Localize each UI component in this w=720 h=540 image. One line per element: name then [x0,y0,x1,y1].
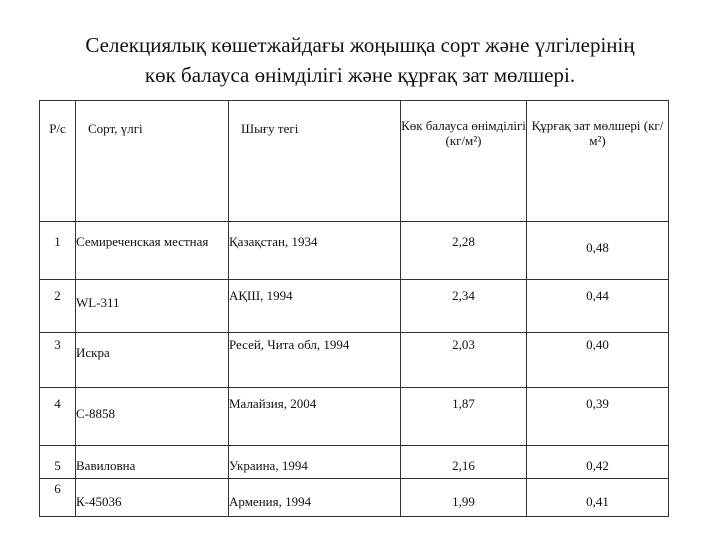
title-line-1: Селекциялық көшетжайдағы жоңышқа сорт және үлгілерінің [85,33,635,57]
cell-yield: 1,87 [401,388,527,446]
cell-yield: 2,34 [401,280,527,333]
cell-yield: 2,16 [401,446,527,479]
table-row [40,280,669,333]
cell-dry: 0,39 [527,388,669,446]
table-header-row [40,101,669,222]
slide-title [40,30,680,90]
cell-num: 4 [40,388,76,446]
cell-origin: Армения, 1994 [229,479,401,517]
table-row [40,333,669,388]
cell-origin: Малайзия, 2004 [229,388,401,446]
cell-num: 1 [40,222,76,280]
table-row [40,479,669,517]
cell-origin: Қазақстан, 1934 [229,222,401,280]
cell-sort: К-45036 [76,479,229,517]
cell-origin: Украина, 1994 [229,446,401,479]
cell-num: 3 [40,333,76,388]
cell-num: 6 [40,479,76,517]
header-num: Р/с [40,101,76,222]
cell-dry: 0,42 [527,446,669,479]
cell-sort: Вавиловна [76,446,229,479]
header-dry: Құрғақ зат мөлшері (кг/м²) [527,101,669,222]
cell-num: 2 [40,280,76,333]
table-row [40,388,669,446]
cell-num: 5 [40,446,76,479]
cell-sort: Семиреченская местная [76,222,229,280]
header-yield: Көк балауса өнімділігі (кг/м²) [401,101,527,222]
cell-origin: АҚШ, 1994 [229,280,401,333]
table-row [40,222,669,280]
cell-dry: 0,40 [527,333,669,388]
header-origin: Шығу тегі [229,101,401,222]
cell-yield: 1,99 [401,479,527,517]
cell-sort: Искра [76,333,229,388]
header-sort: Сорт, үлгі [76,101,229,222]
cell-yield: 2,28 [401,222,527,280]
title-line-2: көк балауса өнімділігі және құрғақ зат мөлшері. [144,63,576,87]
cell-dry: 0,44 [527,280,669,333]
cell-dry: 0,41 [527,479,669,517]
cell-dry: 0,48 [527,222,669,280]
table-row [40,446,669,479]
cell-origin: Ресей, Чита обл, 1994 [229,333,401,388]
cell-sort: WL-311 [76,280,229,333]
cell-sort: С-8858 [76,388,229,446]
data-table [39,100,669,517]
cell-yield: 2,03 [401,333,527,388]
